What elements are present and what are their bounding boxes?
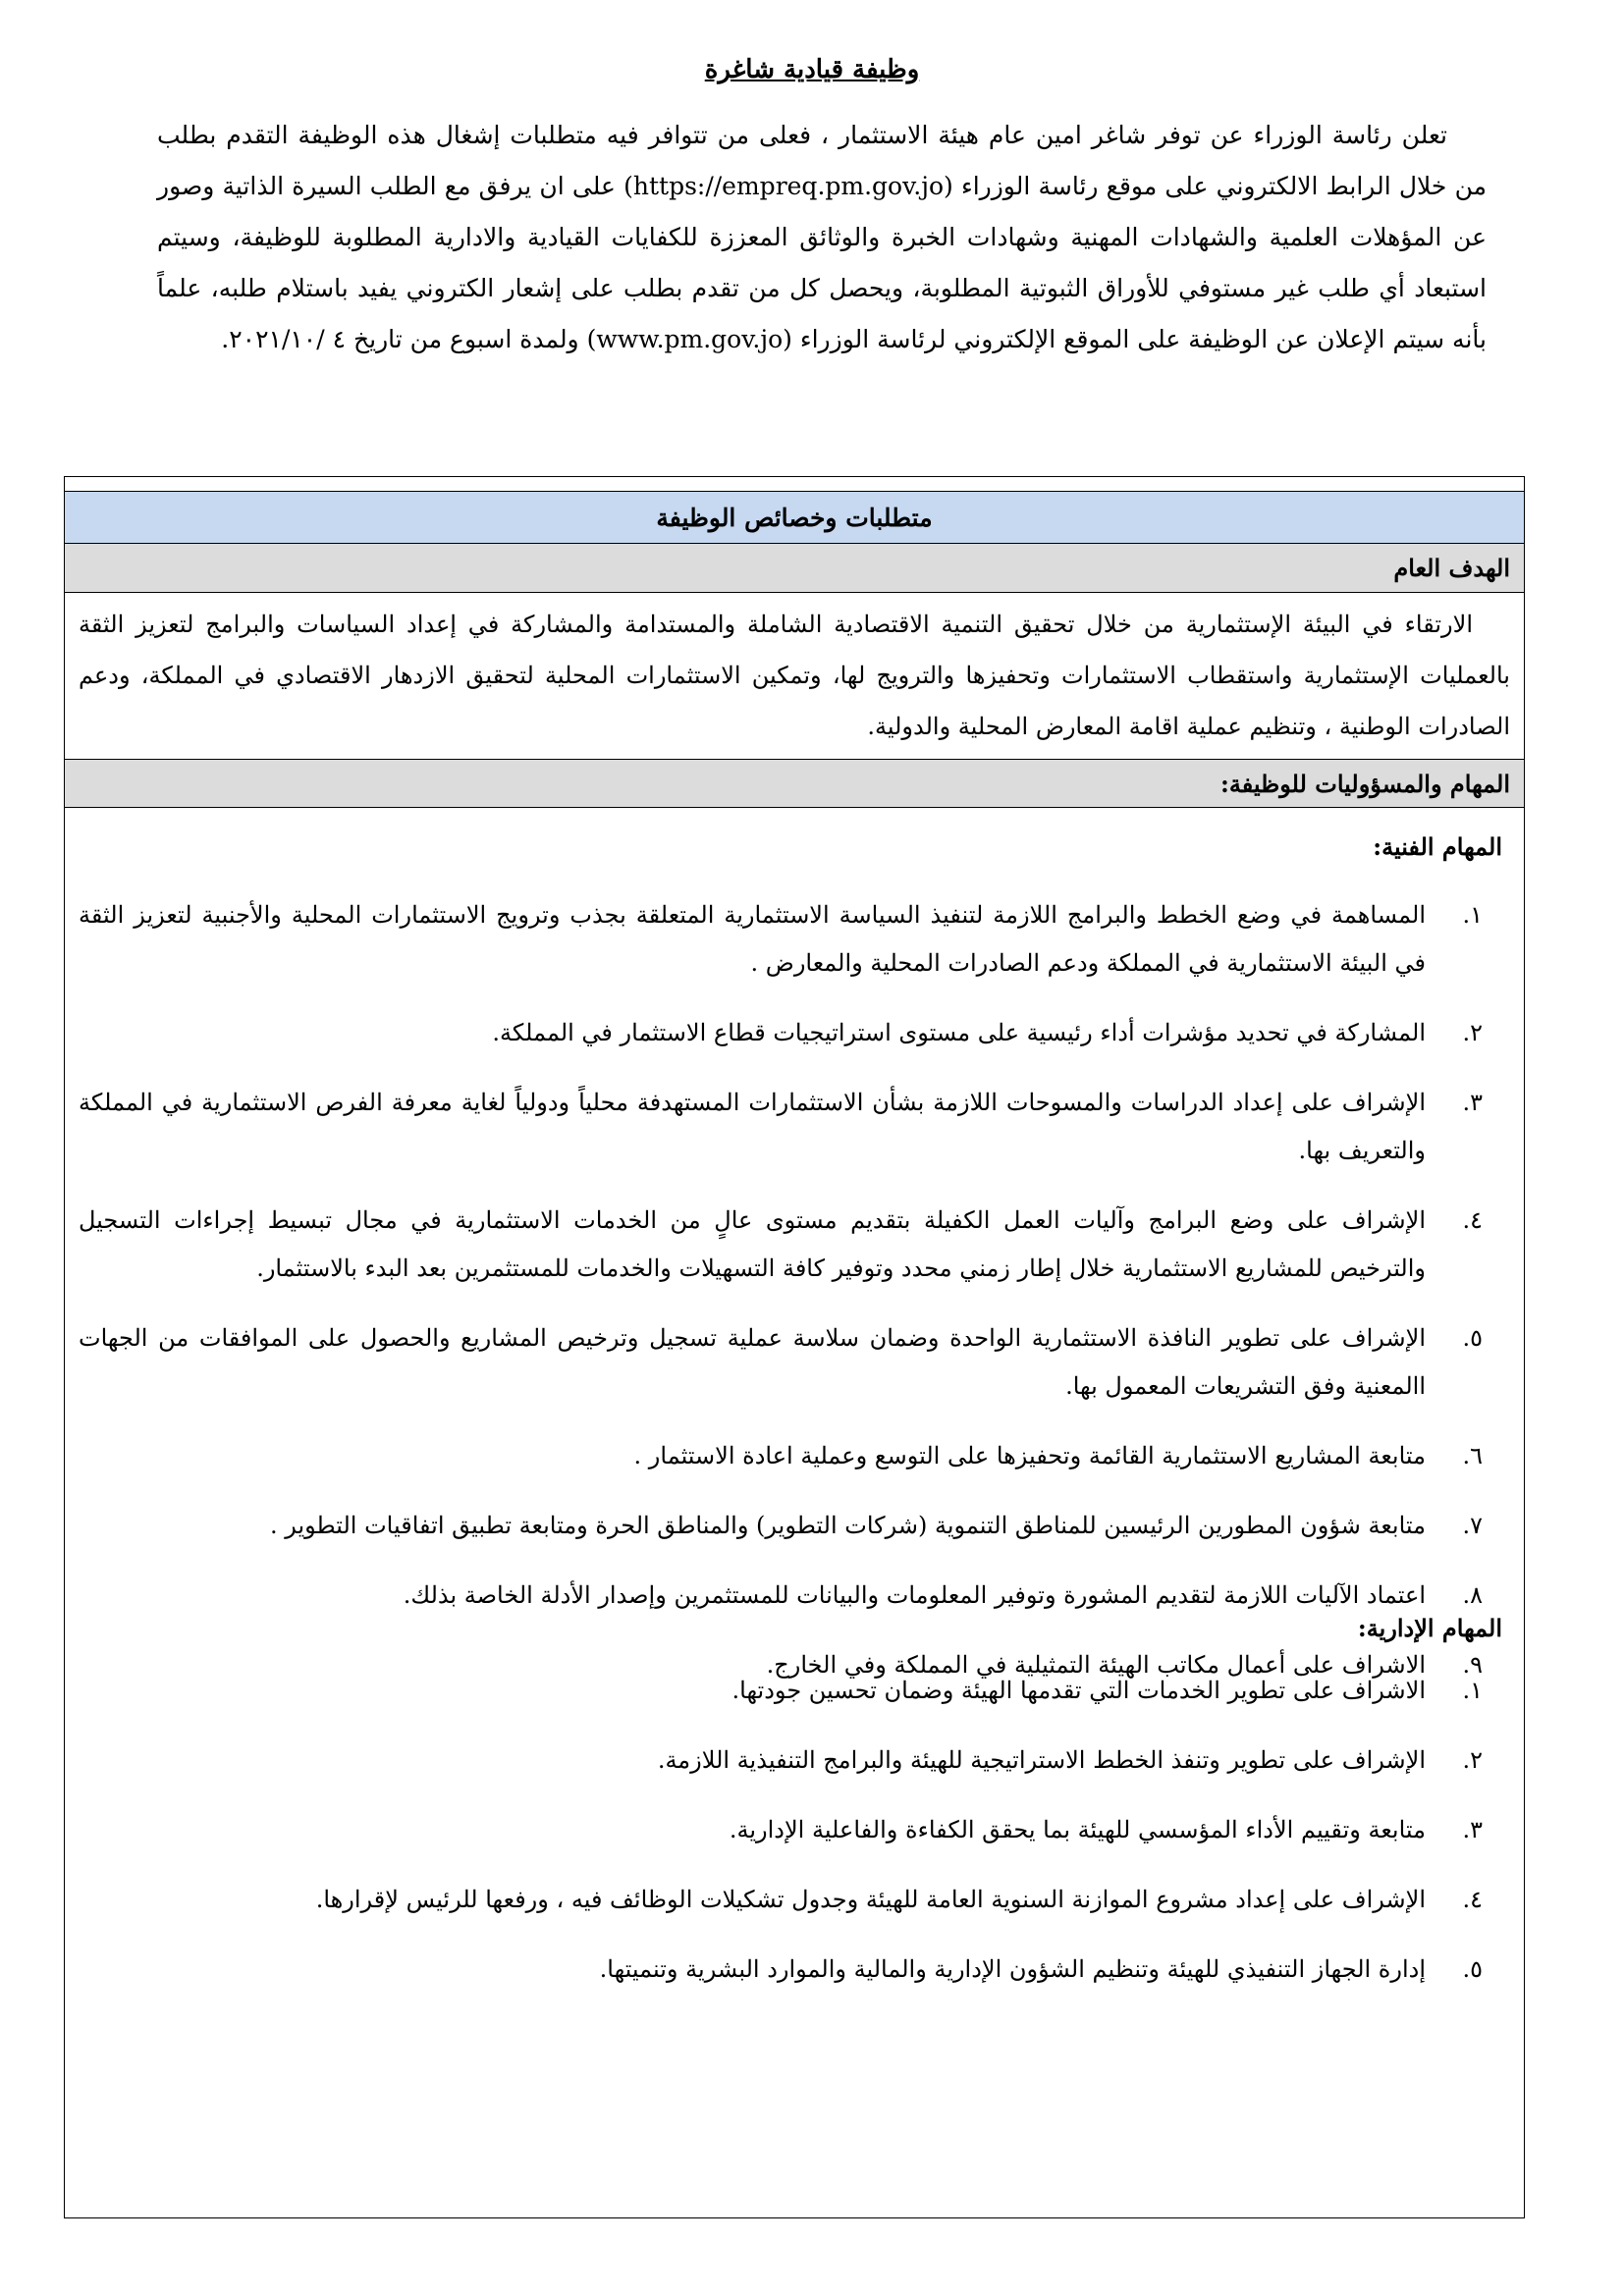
item-text: المساهمة في وضع الخطط والبرامج اللازمة لتنفيذ السياسة الاستثمارية المتعلقة بجذب وترويج الاستثمارات المحلية والأجنبية لتعزيز الثقة في البيئة الاستثمارية في المملكة ودعم الصادرات المحلية والمعارض .: [79, 901, 1426, 977]
item-number: ٧.: [1462, 1512, 1483, 1539]
item-number: ٤.: [1462, 1886, 1483, 1913]
item-text: الاشراف على تطوير الخدمات التي تقدمها الهيئة وضمان تحسين جودتها.: [731, 1677, 1426, 1704]
list-item: [79, 1314, 1510, 1411]
list-item: [79, 891, 1510, 988]
requirements-table: [64, 476, 1525, 2218]
item-number: ٥.: [1462, 1324, 1483, 1352]
item-number: ٥.: [1462, 1955, 1483, 1983]
list-item: [79, 1009, 1510, 1057]
intro-paragraph: [157, 110, 1487, 365]
item-text: الإشراف على تطوير وتنفذ الخطط الاستراتيجية للهيئة والبرامج التنفيذية اللازمة.: [657, 1746, 1426, 1774]
list-item: [79, 1432, 1510, 1480]
item-number: ٦.: [1462, 1442, 1483, 1469]
item-text: الإشراف على وضع البرامج وآليات العمل الكفيلة بتقديم مستوى عالٍ من الخدمات الاستثمارية في مجال تبسيط إجراءات التسجيل والترخيص للمشاريع الاستثمارية خلال إطار زمني محدد وتوفير كافة التسهيلات والخدمات للمستثمرين بعد البدء بالاستثمار.: [79, 1206, 1426, 1282]
list-item: [79, 1667, 1510, 1715]
list-item: [79, 1806, 1510, 1854]
item-text: الإشراف على إعداد الدراسات والمسوحات اللازمة بشأن الاستثمارات المستهدفة محلياً ودولياً لغاية معرفة الفرص الاستثمارية في المملكة والتعريف بها.: [79, 1089, 1426, 1164]
item-text: الاشراف على أعمال مكاتب الهيئة التمثيلية في المملكة وفي الخارج.: [766, 1651, 1426, 1679]
list-item: [79, 1946, 1510, 1994]
item-text: متابعة المشاريع الاستثمارية القائمة وتحفيزها على التوسع وعملية اعادة الاستثمار .: [633, 1442, 1426, 1469]
item-number: ٤.: [1462, 1206, 1483, 1234]
item-number: ٨.: [1462, 1581, 1483, 1609]
item-text: المشاركة في تحديد مؤشرات أداء رئيسية على مستوى استراتيجيات قطاع الاستثمار في المملكة.: [492, 1019, 1426, 1046]
administrative-tasks-label: المهام الإدارية:: [1357, 1614, 1502, 1642]
item-text: الإشراف على إعداد مشروع الموازنة السنوية العامة للهيئة وجدول تشكيلات الوظائف فيه ، ورفعها للرئيس لإقرارها.: [315, 1886, 1426, 1913]
item-text: متابعة شؤون المطورين الرئيسين للمناطق التنموية (شركات التطوير) والمناطق الحرة ومتابعة تطبيق اتفاقيات التطوير .: [269, 1512, 1426, 1539]
item-number: ١.: [1462, 1677, 1483, 1704]
item-number: ٣.: [1462, 1089, 1483, 1116]
item-number: ٩.: [1462, 1651, 1483, 1679]
item-number: ١.: [1462, 901, 1483, 929]
item-number: ٢.: [1462, 1019, 1483, 1046]
item-text: إدارة الجهاز التنفيذي للهيئة وتنظيم الشؤون الإدارية والمالية والموارد البشرية وتنميتها.: [599, 1955, 1426, 1983]
technical-tasks-list: [79, 891, 1510, 1711]
item-number: ٣.: [1462, 1816, 1483, 1843]
list-item: [79, 1876, 1510, 1924]
item-text: اعتماد الآليات اللازمة لتقديم المشورة وتوفير المعلومات والبيانات للمستثمرين وإصدار الأدلة الخاصة بذلك.: [403, 1581, 1426, 1609]
item-number: ٢.: [1462, 1746, 1483, 1774]
table-header: متطلبات وخصائص الوظيفة: [65, 491, 1524, 544]
list-item: [79, 1736, 1510, 1785]
administrative-tasks-list: [79, 1667, 1510, 2015]
list-item: [79, 1079, 1510, 1175]
item-text: متابعة وتقييم الأداء المؤسسي للهيئة بما يحقق الكفاءة والفاعلية الإدارية.: [729, 1816, 1426, 1843]
list-item: [79, 1572, 1510, 1620]
goal-section-header: الهدف العام: [65, 544, 1524, 593]
goal-text: الارتقاء في البيئة الإستثمارية من خلال تحقيق التنمية الاقتصادية الشاملة والمستدامة والمشاركة في إعداد السياسات والبرامج لتعزيز الثقة بالعمليات الإستثمارية واستقطاب الاستثمارات وتحفيزها والترويج لها، وتمكين الاستثمارات المحلية لتحقيق الازدهار الاقتصادي في المملكة، ودعم الصادرات الوطنية ، وتنظيم عملية اقامة المعارض المحلية والدولية.: [79, 611, 1510, 740]
technical-tasks-label: المهام الفنية:: [1373, 832, 1502, 861]
page-title: وظيفة قيادية شاغرة: [704, 55, 920, 84]
list-item: [79, 1197, 1510, 1293]
list-item: [79, 1502, 1510, 1550]
intro-text: تعلن رئاسة الوزراء عن توفر شاغر امين عام هيئة الاستثمار ، فعلى من تتوافر فيه متطلبات إشغال هذه الوظيفة التقدم بطلب من خلال الرابط الالكتروني على موقع رئاسة الوزراء (https://empreq.pm.gov.jo) على ان يرفق مع الطلب السيرة الذاتية وصور عن المؤهلات العلمية والشهادات المهنية وشهادات الخبرة والوثائق المعززة للكفايات القيادية والادارية المطلوبة للوظيفة، وسيتم استبعاد أي طلب غير مستوفي للأوراق الثبوتية المطلوبة، ويحصل كل من تقدم بطلب على إشعار الكتروني يفيد باستلام طلبه، علماً بأنه سيتم الإعلان عن الوظيفة على الموقع الإلكتروني لرئاسة الوزراء (www.pm.gov.jo) ولمدة اسبوع من تاريخ ٤ /٢٠٢١/١٠.: [157, 121, 1487, 353]
item-text: الإشراف على تطوير النافذة الاستثمارية الواحدة وضمان سلاسة عملية تسجيل وترخيص المشاريع والحصول على الموافقات من الجهات االمعنية وفق التشريعات المعمول بها.: [79, 1324, 1426, 1400]
tasks-section-header: المهام والمسؤوليات للوظيفة:: [65, 759, 1524, 808]
